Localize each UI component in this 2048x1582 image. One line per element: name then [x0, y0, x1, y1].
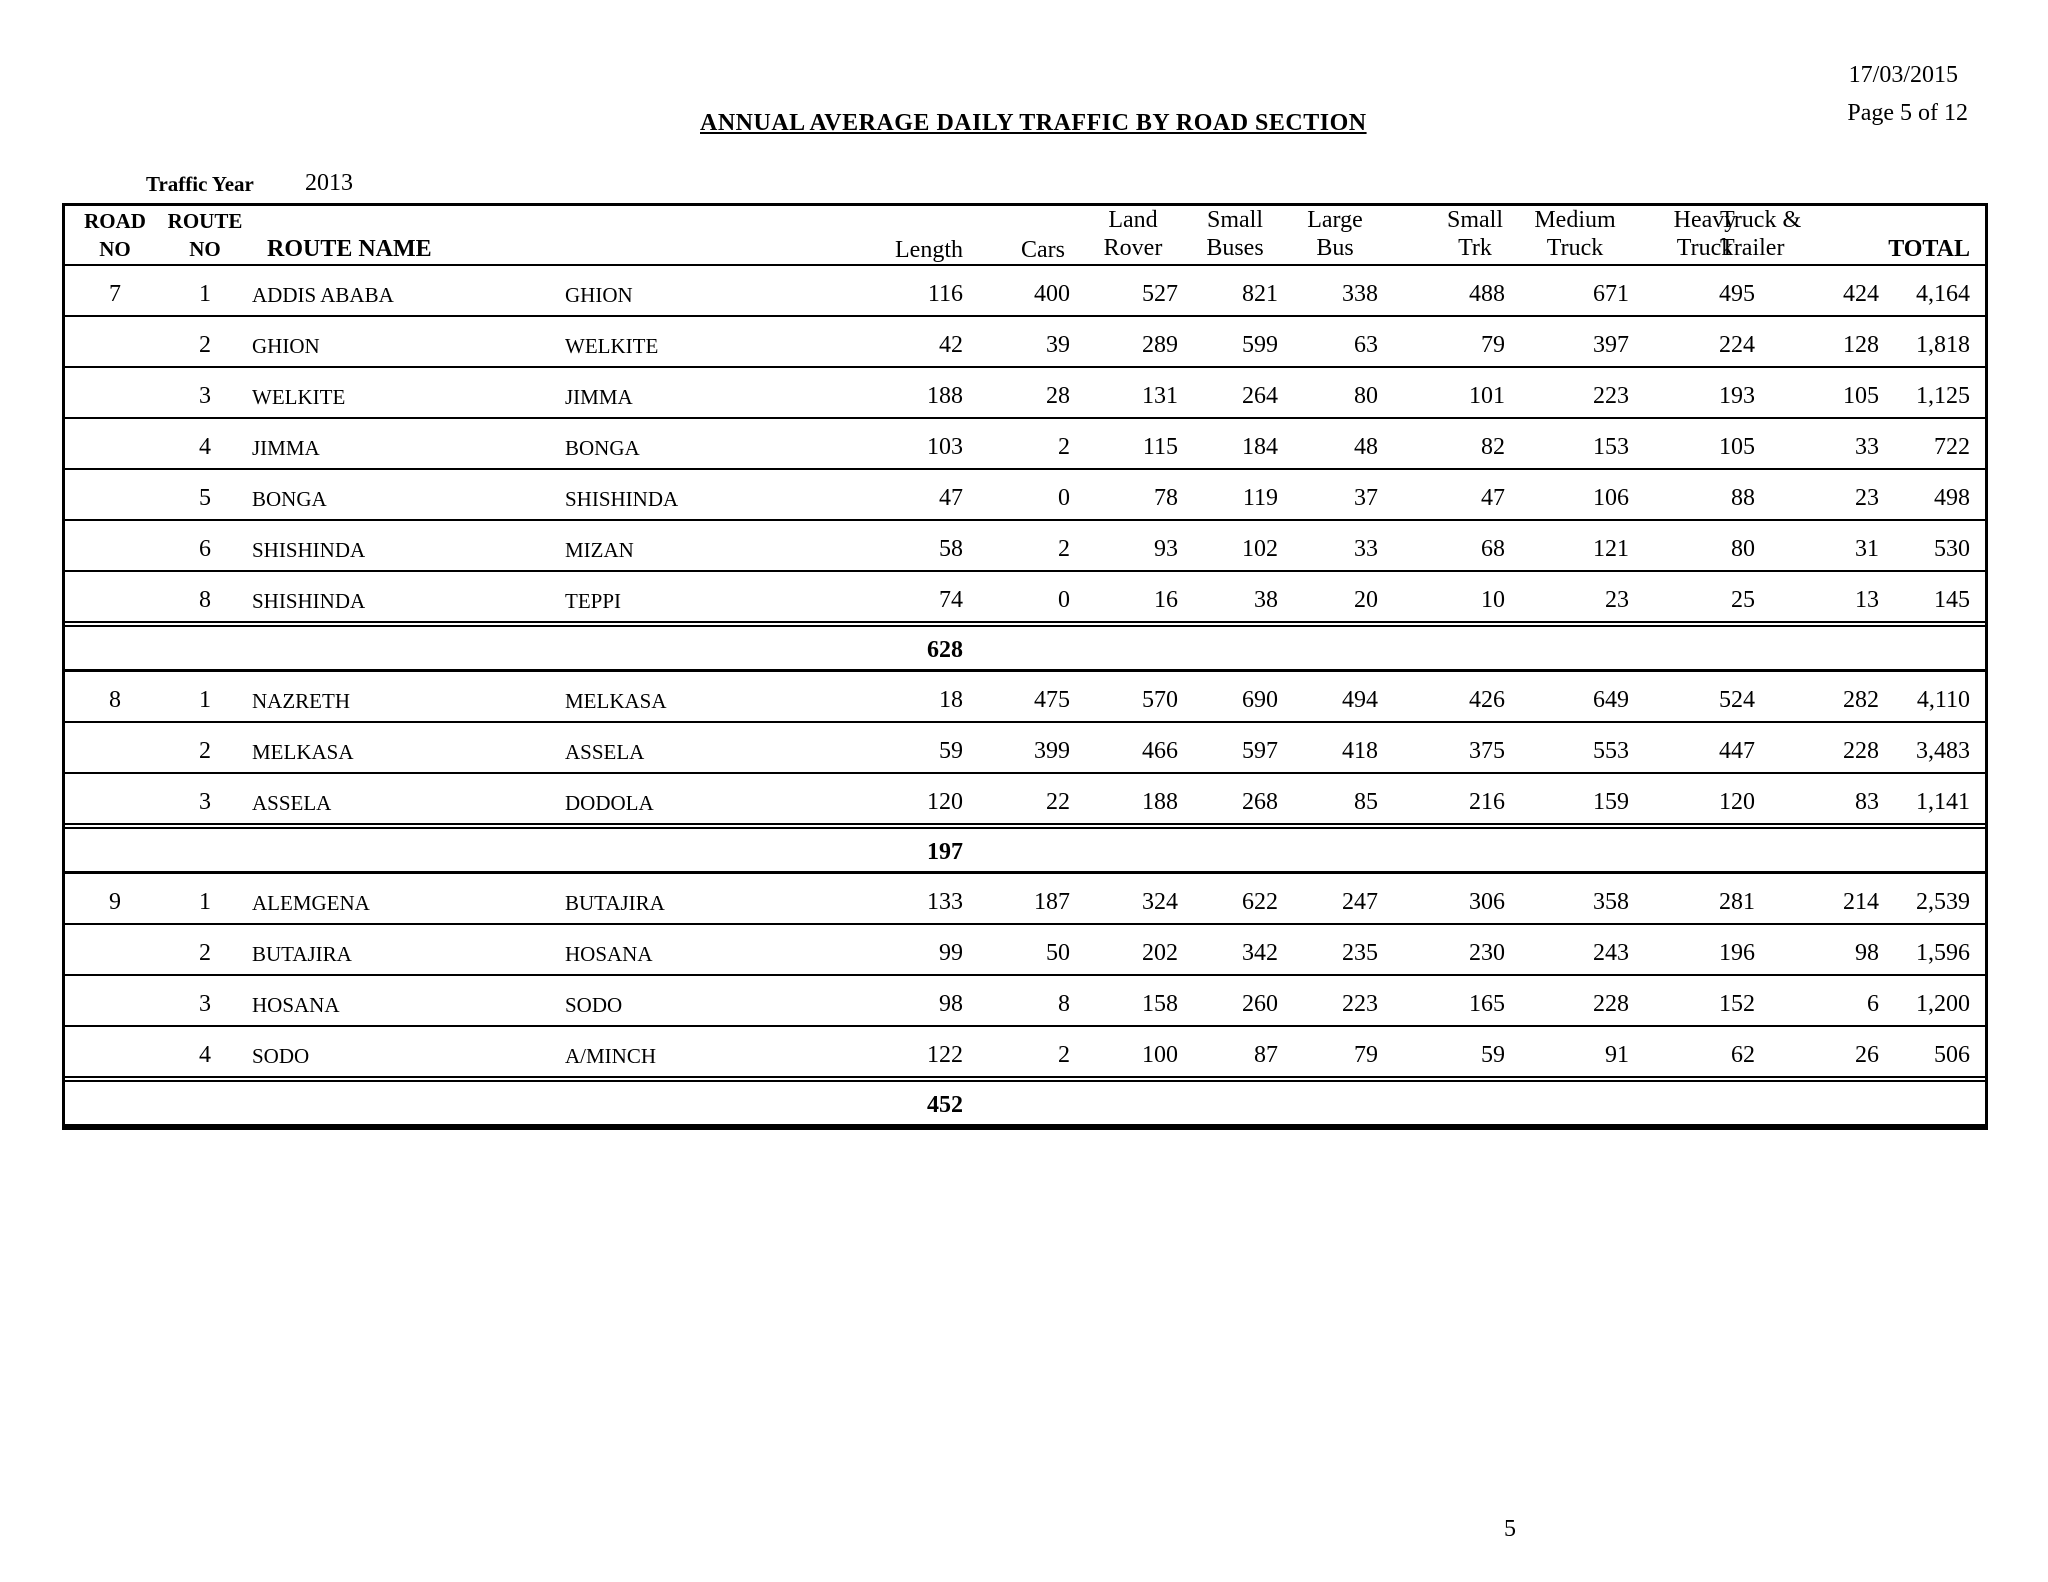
cell-small-trk: 101	[1469, 383, 1505, 409]
table-row	[65, 672, 1985, 723]
header-heavy-truck-line2: Truck	[1676, 235, 1734, 261]
cell-total: 1,125	[1916, 383, 1970, 409]
header-heavy-truck-line1: Heavy	[1673, 207, 1737, 233]
cell-medium-truck: 91	[1605, 1042, 1629, 1068]
cell-length: 103	[927, 434, 963, 460]
cell-from: ASSELA	[252, 791, 332, 815]
header-road-no	[65, 207, 165, 263]
subtotal-row	[65, 627, 1985, 672]
cell-to: JIMMA	[565, 385, 633, 409]
cell-land-rover: 78	[1154, 485, 1178, 511]
cell-small-trk: 306	[1469, 889, 1505, 915]
cell-heavy-truck: 495	[1719, 281, 1755, 307]
cell-road-no: 8	[109, 687, 121, 713]
table-header	[65, 206, 1985, 266]
cell-large-bus: 235	[1342, 940, 1378, 966]
cell-heavy-truck: 120	[1719, 789, 1755, 815]
cell-heavy-truck: 152	[1719, 991, 1755, 1017]
cell-length: 18	[939, 687, 963, 713]
cell-land-rover: 202	[1142, 940, 1178, 966]
cell-medium-truck: 23	[1605, 587, 1629, 613]
cell-route: 2	[199, 332, 211, 358]
cell-large-bus: 33	[1354, 536, 1378, 562]
cell-medium-truck: 121	[1593, 536, 1629, 562]
cell-route: 3	[199, 789, 211, 815]
cell-large-bus: 85	[1354, 789, 1378, 815]
cell-truck-trailer: 214	[1843, 889, 1879, 915]
cell-cars: 8	[1058, 991, 1070, 1017]
subtotal-row	[65, 1082, 1985, 1127]
cell-length: 58	[939, 536, 963, 562]
table-row	[65, 925, 1985, 976]
cell-large-bus: 37	[1354, 485, 1378, 511]
cell-route: 4	[199, 434, 211, 460]
cell-from: GHION	[252, 334, 320, 358]
cell-from: HOSANA	[252, 993, 340, 1017]
cell-small-buses: 184	[1242, 434, 1278, 460]
cell-small-trk: 488	[1469, 281, 1505, 307]
cell-small-trk: 68	[1481, 536, 1505, 562]
header-truck-trailer-line1: Truck &	[1720, 207, 1802, 233]
cell-route: 3	[199, 991, 211, 1017]
table-row	[65, 368, 1985, 419]
header-route-no-line1: ROUTE	[167, 209, 243, 233]
cell-length: 99	[939, 940, 963, 966]
header-small-trk-line2: Trk	[1458, 235, 1492, 261]
cell-medium-truck: 649	[1593, 687, 1629, 713]
cell-small-buses: 260	[1242, 991, 1278, 1017]
header-small-buses	[1185, 206, 1285, 262]
table-row	[65, 419, 1985, 470]
cell-length: 98	[939, 991, 963, 1017]
cell-total: 1,200	[1916, 991, 1970, 1017]
cell-to: WELKITE	[565, 334, 659, 358]
cell-length: 188	[927, 383, 963, 409]
cell-small-trk: 216	[1469, 789, 1505, 815]
header-truck-trailer-line2: Trailer	[1720, 235, 1785, 261]
cell-to: MIZAN	[565, 538, 634, 562]
cell-length: 47	[939, 485, 963, 511]
cell-truck-trailer: 31	[1855, 536, 1879, 562]
cell-cars: 0	[1058, 485, 1070, 511]
cell-medium-truck: 397	[1593, 332, 1629, 358]
cell-small-trk: 79	[1481, 332, 1505, 358]
table-row	[65, 521, 1985, 572]
header-large-bus	[1285, 206, 1385, 262]
cell-road-no: 9	[109, 889, 121, 915]
cell-land-rover: 324	[1142, 889, 1178, 915]
report-title: ANNUAL AVERAGE DAILY TRAFFIC BY ROAD SECTION	[700, 110, 1367, 136]
cell-land-rover: 527	[1142, 281, 1178, 307]
cell-from: ALEMGENA	[252, 891, 370, 915]
cell-truck-trailer: 228	[1843, 738, 1879, 764]
cell-route: 1	[199, 889, 211, 915]
cell-heavy-truck: 224	[1719, 332, 1755, 358]
cell-medium-truck: 228	[1593, 991, 1629, 1017]
cell-land-rover: 115	[1142, 434, 1178, 460]
cell-to: GHION	[565, 283, 633, 307]
cell-truck-trailer: 105	[1843, 383, 1879, 409]
cell-heavy-truck: 88	[1731, 485, 1755, 511]
page-indicator: Page 5 of 12	[1847, 100, 1968, 126]
traffic-year-label: Traffic Year	[146, 172, 254, 196]
cell-medium-truck: 159	[1593, 789, 1629, 815]
subtotal-length: 197	[927, 839, 963, 865]
cell-small-trk: 426	[1469, 687, 1505, 713]
cell-small-buses: 87	[1254, 1042, 1278, 1068]
cell-medium-truck: 243	[1593, 940, 1629, 966]
cell-heavy-truck: 62	[1731, 1042, 1755, 1068]
cell-small-buses: 268	[1242, 789, 1278, 815]
cell-small-buses: 102	[1242, 536, 1278, 562]
cell-route: 3	[199, 383, 211, 409]
header-route-no-line2: NO	[189, 237, 221, 261]
cell-truck-trailer: 13	[1855, 587, 1879, 613]
header-road-no-line2: NO	[99, 237, 131, 261]
cell-land-rover: 93	[1154, 536, 1178, 562]
subtotal-row	[65, 829, 1985, 874]
cell-from: NAZRETH	[252, 689, 350, 713]
cell-from: BONGA	[252, 487, 327, 511]
table-row	[65, 572, 1985, 627]
header-small-buses-line1: Small	[1206, 207, 1263, 233]
cell-medium-truck: 153	[1593, 434, 1629, 460]
cell-large-bus: 247	[1342, 889, 1378, 915]
cell-land-rover: 158	[1142, 991, 1178, 1017]
cell-small-trk: 375	[1469, 738, 1505, 764]
cell-medium-truck: 671	[1593, 281, 1629, 307]
cell-large-bus: 223	[1342, 991, 1378, 1017]
header-total: TOTAL	[1888, 236, 1970, 262]
cell-small-buses: 264	[1242, 383, 1278, 409]
cell-small-buses: 690	[1242, 687, 1278, 713]
cell-to: A/MINCH	[565, 1044, 657, 1068]
cell-heavy-truck: 196	[1719, 940, 1755, 966]
cell-cars: 400	[1034, 281, 1070, 307]
cell-total: 2,539	[1916, 889, 1970, 915]
footer-page-number: 5	[1504, 1516, 1516, 1542]
cell-from: ADDIS ABABA	[252, 283, 394, 307]
cell-truck-trailer: 33	[1855, 434, 1879, 460]
cell-to: DODOLA	[565, 791, 654, 815]
cell-route: 5	[199, 485, 211, 511]
cell-route: 2	[199, 940, 211, 966]
cell-route: 4	[199, 1042, 211, 1068]
cell-cars: 2	[1058, 1042, 1070, 1068]
cell-land-rover: 188	[1142, 789, 1178, 815]
cell-large-bus: 63	[1354, 332, 1378, 358]
cell-length: 133	[927, 889, 963, 915]
cell-total: 498	[1934, 485, 1970, 511]
cell-land-rover: 466	[1142, 738, 1178, 764]
cell-length: 59	[939, 738, 963, 764]
cell-large-bus: 338	[1342, 281, 1378, 307]
table-row	[65, 470, 1985, 521]
cell-route: 1	[199, 687, 211, 713]
header-road-no-line1: ROAD	[84, 209, 146, 233]
report-date: 17/03/2015	[1848, 62, 1958, 88]
subtotal-length: 452	[927, 1092, 963, 1118]
header-route-no	[165, 207, 245, 263]
cell-land-rover: 100	[1142, 1042, 1178, 1068]
cell-heavy-truck: 105	[1719, 434, 1755, 460]
cell-small-trk: 59	[1481, 1042, 1505, 1068]
cell-cars: 2	[1058, 434, 1070, 460]
cell-small-trk: 82	[1481, 434, 1505, 460]
cell-from: SHISHINDA	[252, 589, 366, 613]
cell-total: 4,164	[1916, 281, 1970, 307]
cell-small-buses: 622	[1242, 889, 1278, 915]
table-row	[65, 874, 1985, 925]
cell-from: WELKITE	[252, 385, 346, 409]
cell-length: 116	[927, 281, 963, 307]
cell-from: SODO	[252, 1044, 310, 1068]
cell-total: 3,483	[1916, 738, 1970, 764]
cell-from: JIMMA	[252, 436, 320, 460]
cell-medium-truck: 106	[1593, 485, 1629, 511]
traffic-table	[62, 203, 1988, 1130]
cell-total: 722	[1934, 434, 1970, 460]
cell-length: 74	[939, 587, 963, 613]
header-large-bus-line2: Bus	[1316, 235, 1354, 261]
cell-from: SHISHINDA	[252, 538, 366, 562]
header-land-rover-line1: Land	[1108, 207, 1158, 233]
cell-heavy-truck: 281	[1719, 889, 1755, 915]
cell-to: MELKASA	[565, 689, 667, 713]
cell-medium-truck: 223	[1593, 383, 1629, 409]
cell-length: 120	[927, 789, 963, 815]
cell-land-rover: 289	[1142, 332, 1178, 358]
table-row	[65, 774, 1985, 829]
cell-large-bus: 20	[1354, 587, 1378, 613]
cell-cars: 187	[1034, 889, 1070, 915]
cell-cars: 2	[1058, 536, 1070, 562]
table-row	[65, 317, 1985, 368]
cell-medium-truck: 553	[1593, 738, 1629, 764]
cell-truck-trailer: 128	[1843, 332, 1879, 358]
cell-route: 2	[199, 738, 211, 764]
cell-route: 6	[199, 536, 211, 562]
header-medium-truck-line1: Medium	[1534, 207, 1616, 233]
cell-total: 1,596	[1916, 940, 1970, 966]
cell-to: BUTAJIRA	[565, 891, 665, 915]
cell-length: 42	[939, 332, 963, 358]
cell-small-buses: 821	[1242, 281, 1278, 307]
cell-small-buses: 599	[1242, 332, 1278, 358]
cell-land-rover: 570	[1142, 687, 1178, 713]
cell-large-bus: 494	[1342, 687, 1378, 713]
cell-truck-trailer: 6	[1867, 991, 1879, 1017]
header-small-buses-line2: Buses	[1206, 235, 1264, 261]
cell-cars: 28	[1046, 383, 1070, 409]
header-medium-truck	[1505, 206, 1645, 262]
table-row	[65, 266, 1985, 317]
cell-truck-trailer: 26	[1855, 1042, 1879, 1068]
traffic-year-value: 2013	[305, 170, 353, 196]
cell-from: BUTAJIRA	[252, 942, 352, 966]
cell-truck-trailer: 98	[1855, 940, 1879, 966]
cell-cars: 399	[1034, 738, 1070, 764]
cell-large-bus: 48	[1354, 434, 1378, 460]
cell-heavy-truck: 25	[1731, 587, 1755, 613]
table-body	[65, 266, 1985, 1127]
cell-total: 506	[1934, 1042, 1970, 1068]
cell-length: 122	[927, 1042, 963, 1068]
cell-to: BONGA	[565, 436, 640, 460]
cell-land-rover: 131	[1142, 383, 1178, 409]
cell-small-trk: 230	[1469, 940, 1505, 966]
cell-cars: 50	[1046, 940, 1070, 966]
cell-small-buses: 38	[1254, 587, 1278, 613]
cell-from: MELKASA	[252, 740, 354, 764]
cell-truck-trailer: 424	[1843, 281, 1879, 307]
header-cars: Cars	[1021, 237, 1065, 263]
header-route-name: ROUTE NAME	[267, 236, 432, 262]
cell-total: 145	[1934, 587, 1970, 613]
cell-large-bus: 79	[1354, 1042, 1378, 1068]
cell-road-no: 7	[109, 281, 121, 307]
cell-small-buses: 119	[1242, 485, 1278, 511]
header-large-bus-line1: Large	[1307, 207, 1363, 233]
cell-cars: 475	[1034, 687, 1070, 713]
cell-medium-truck: 358	[1593, 889, 1629, 915]
cell-total: 1,141	[1916, 789, 1970, 815]
header-land-rover	[1083, 206, 1183, 262]
cell-small-trk: 10	[1481, 587, 1505, 613]
cell-small-trk: 47	[1481, 485, 1505, 511]
table-row	[65, 1027, 1985, 1082]
cell-route: 1	[199, 281, 211, 307]
cell-total: 4,110	[1916, 687, 1970, 713]
cell-small-trk: 165	[1469, 991, 1505, 1017]
subtotal-length: 628	[927, 637, 963, 663]
header-small-trk-line1: Small	[1446, 207, 1503, 233]
cell-total: 1,818	[1916, 332, 1970, 358]
cell-large-bus: 418	[1342, 738, 1378, 764]
cell-large-bus: 80	[1354, 383, 1378, 409]
cell-route: 8	[199, 587, 211, 613]
cell-to: SODO	[565, 993, 623, 1017]
cell-total: 530	[1934, 536, 1970, 562]
cell-truck-trailer: 282	[1843, 687, 1879, 713]
cell-land-rover: 16	[1154, 587, 1178, 613]
cell-to: HOSANA	[565, 942, 653, 966]
cell-small-buses: 342	[1242, 940, 1278, 966]
cell-heavy-truck: 524	[1719, 687, 1755, 713]
cell-to: SHISHINDA	[565, 487, 679, 511]
table-row	[65, 723, 1985, 774]
table-row	[65, 976, 1985, 1027]
cell-heavy-truck: 193	[1719, 383, 1755, 409]
cell-small-buses: 597	[1242, 738, 1278, 764]
cell-truck-trailer: 83	[1855, 789, 1879, 815]
header-length: Length	[895, 237, 963, 263]
cell-to: TEPPI	[565, 589, 622, 613]
header-medium-truck-line2: Truck	[1546, 235, 1604, 261]
header-land-rover-line2: Rover	[1103, 235, 1163, 261]
cell-to: ASSELA	[565, 740, 645, 764]
cell-truck-trailer: 23	[1855, 485, 1879, 511]
cell-cars: 22	[1046, 789, 1070, 815]
cell-heavy-truck: 447	[1719, 738, 1755, 764]
cell-heavy-truck: 80	[1731, 536, 1755, 562]
cell-cars: 0	[1058, 587, 1070, 613]
cell-cars: 39	[1046, 332, 1070, 358]
